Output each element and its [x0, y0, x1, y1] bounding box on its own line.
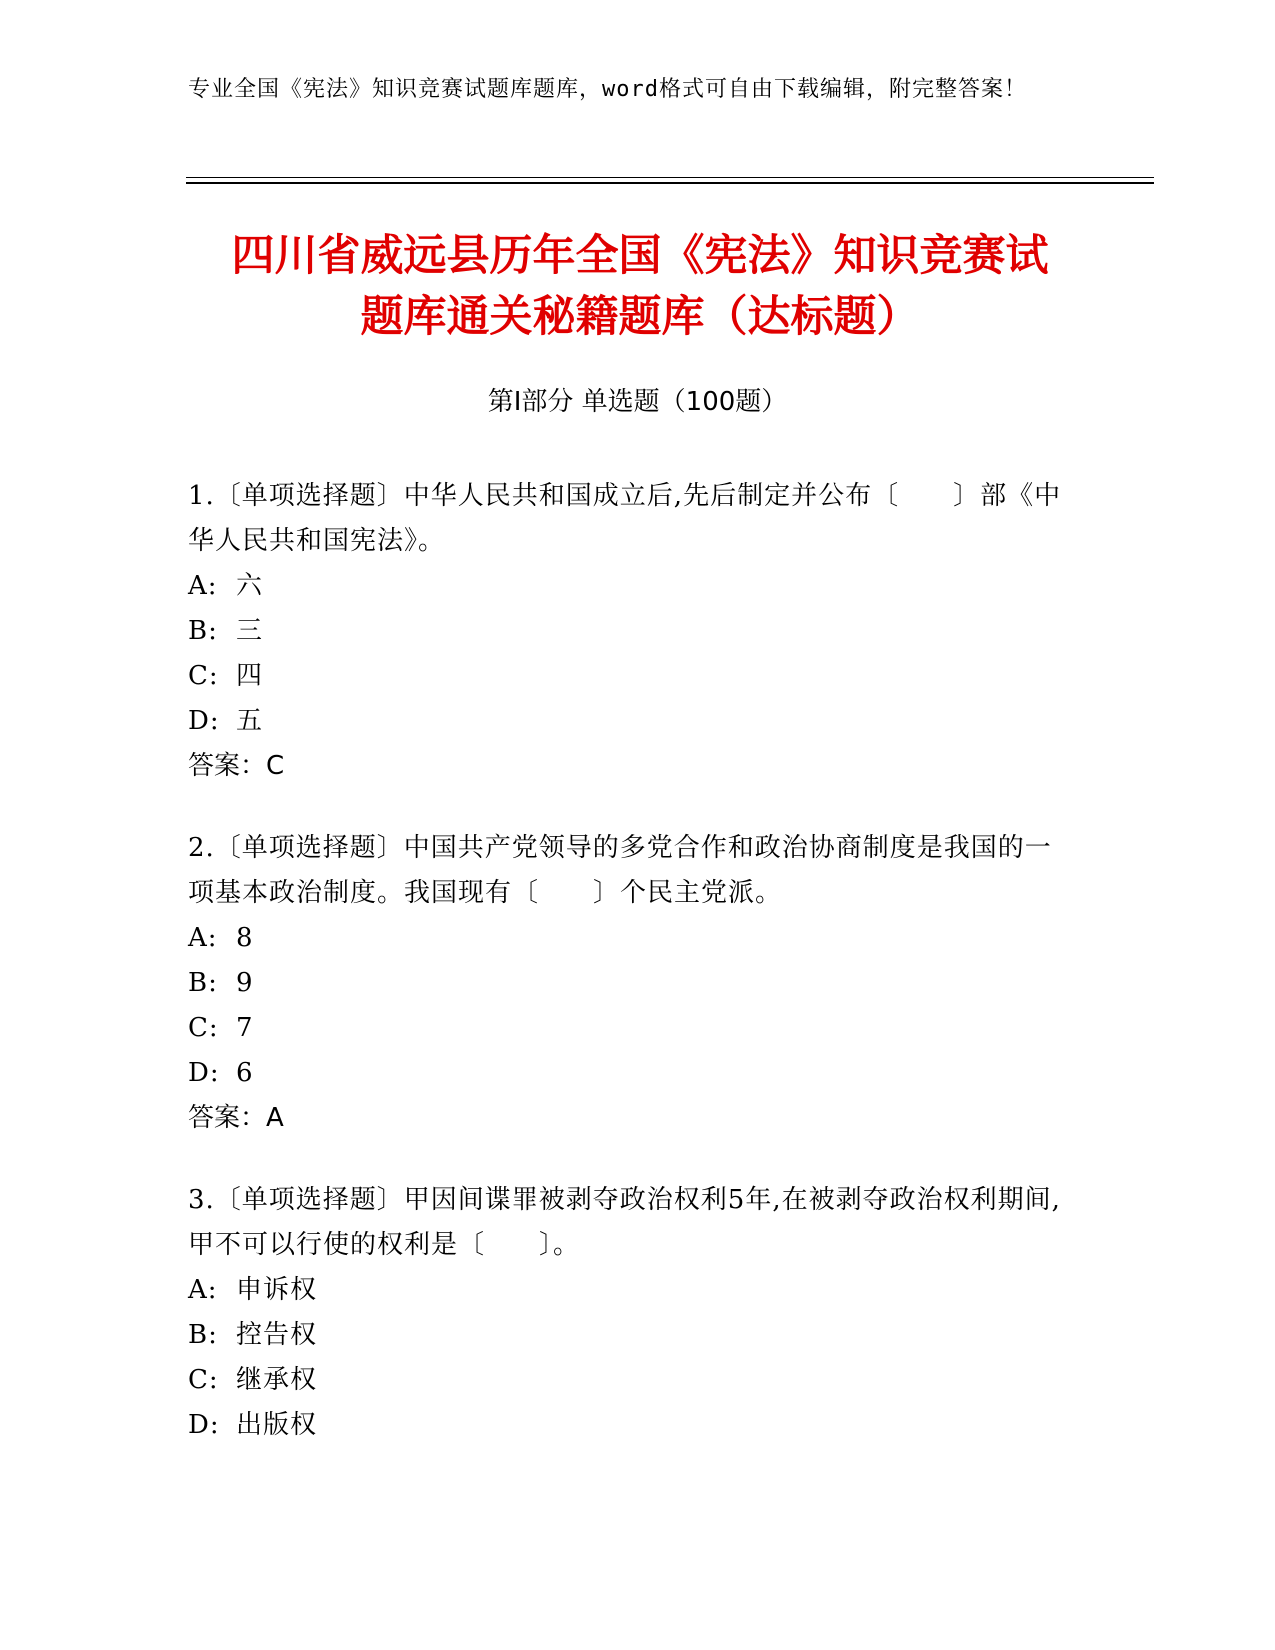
option-key: A: — [188, 571, 218, 601]
option-text: 7 — [236, 1013, 254, 1043]
option-key: B: — [188, 1320, 218, 1350]
option-text: 五 — [236, 706, 264, 736]
option-key: C: — [188, 1013, 219, 1043]
option-a — [188, 1268, 1078, 1313]
question-3 — [188, 1178, 1078, 1448]
question-list — [188, 474, 1078, 1485]
option-text: 控告权 — [236, 1320, 318, 1350]
option-text: 三 — [236, 616, 264, 646]
option-key: D: — [188, 1410, 220, 1440]
option-b — [188, 609, 1078, 654]
option-key: C: — [188, 661, 219, 691]
option-key: A: — [188, 923, 218, 953]
question-2 — [188, 826, 1078, 1141]
option-b — [188, 1313, 1078, 1358]
option-key: B: — [188, 616, 218, 646]
option-text: 申诉权 — [236, 1275, 318, 1305]
header-divider-thin — [186, 177, 1154, 178]
option-c — [188, 654, 1078, 699]
option-text: 六 — [236, 571, 264, 601]
answer: 答案：A — [188, 1103, 284, 1133]
option-d — [188, 1051, 1078, 1096]
question-1 — [188, 474, 1078, 789]
option-key: C: — [188, 1365, 219, 1395]
option-text: 继承权 — [236, 1365, 318, 1395]
header-divider-thick — [186, 182, 1154, 184]
option-text: 9 — [236, 968, 254, 998]
document-title — [160, 226, 1120, 348]
option-key: B: — [188, 968, 218, 998]
option-c — [188, 1006, 1078, 1051]
question-stem: 3.〔单项选择题〕甲因间谍罪被剥夺政治权利5年,在被剥夺政治权利期间,甲不可以行使的权利是〔 〕。 — [188, 1185, 1061, 1260]
option-text: 四 — [236, 661, 264, 691]
option-text: 8 — [236, 923, 254, 953]
question-stem: 2.〔单项选择题〕中国共产党领导的多党合作和政治协商制度是我国的一项基本政治制度。我国现有〔 〕个民主党派。 — [188, 833, 1052, 908]
option-d — [188, 699, 1078, 744]
option-key: A: — [188, 1275, 218, 1305]
option-a — [188, 564, 1078, 609]
option-text: 出版权 — [236, 1410, 318, 1440]
section-title: 第Ⅰ部分 单选题（100题） — [487, 387, 788, 417]
document-title-line-1: 四川省威远县历年全国《宪法》知识竞赛试 — [231, 231, 1049, 281]
option-key: D: — [188, 1058, 220, 1088]
document-title-line-2: 题库通关秘籍题库（达标题） — [360, 292, 920, 342]
option-c — [188, 1358, 1078, 1403]
option-a — [188, 916, 1078, 961]
question-stem: 1.〔单项选择题〕中华人民共和国成立后,先后制定并公布〔 〕部《中华人民共和国宪法》。 — [188, 481, 1062, 556]
header-note: 专业全国《宪法》知识竞赛试题库题库，word格式可自由下载编辑，附完整答案！ — [188, 77, 1027, 102]
option-text: 6 — [236, 1058, 254, 1088]
option-d — [188, 1403, 1078, 1448]
option-key: D: — [188, 706, 220, 736]
answer: 答案：C — [188, 751, 285, 781]
option-b — [188, 961, 1078, 1006]
